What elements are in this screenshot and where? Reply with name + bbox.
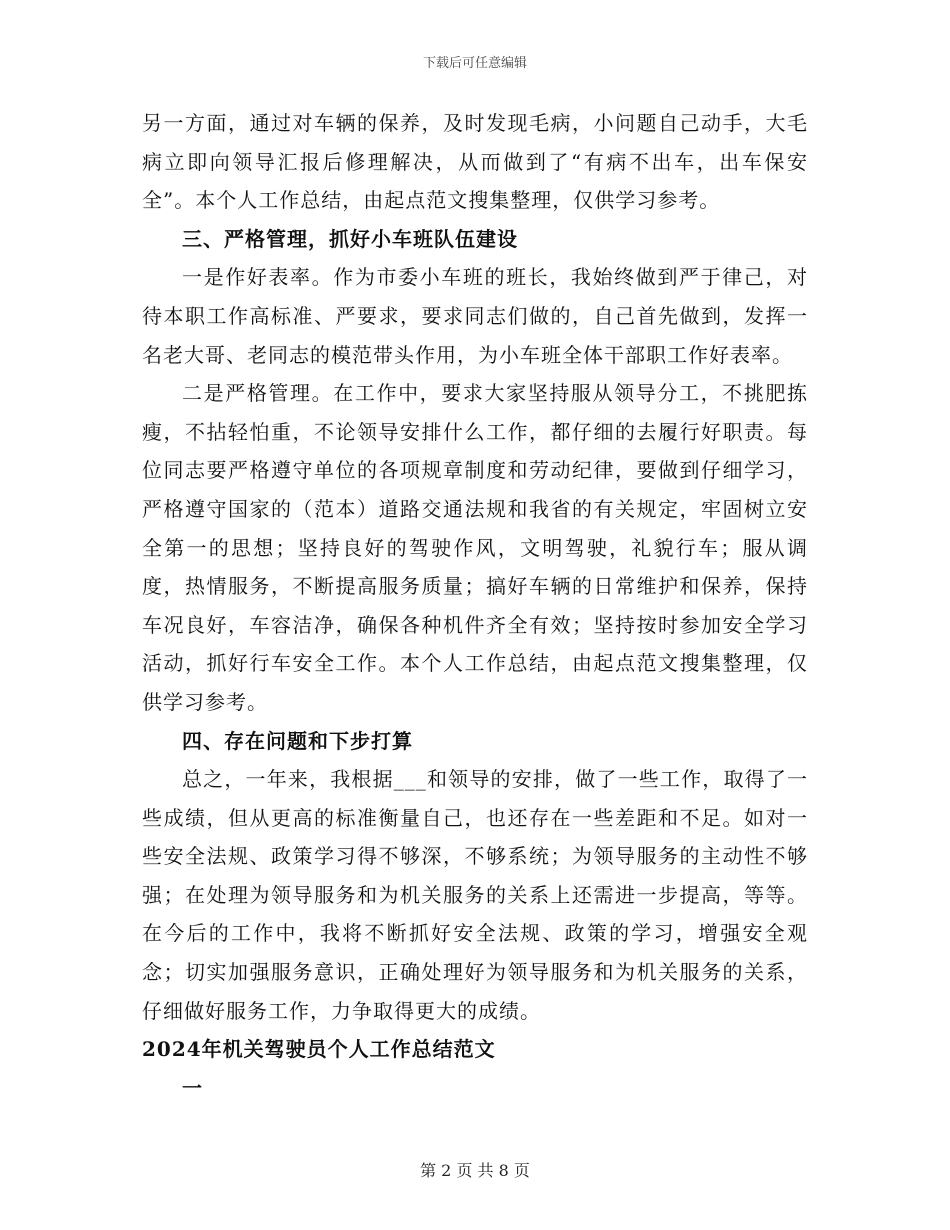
section-heading-management: 三、严格管理，抓好小车班队伍建设 [182, 226, 518, 251]
page-footer: 第 2 页 共 8 页 [420, 1161, 530, 1180]
document-title: 2024年机关驾驶员个人工作总结范文 [142, 1037, 496, 1062]
document-body [142, 104, 808, 1107]
paragraph-maintenance: 另一方面，通过对车辆的保养，及时发现毛病，小问题自己动手，大毛病立即向领导汇报后修理解决，从而做到了“有病不出车，出车保安全”。本个人工作总结，由起点范文搜集整理，仅供学习参考。 [142, 111, 808, 213]
section-heading-problems: 四、存在问题和下步打算 [182, 728, 413, 753]
page-header: 下载后可任意编辑 [422, 56, 527, 71]
paragraph-strict-management: 二是严格管理。在工作中，要求大家坚持服从领导分工，不挑肥拣瘦，不拈轻怕重，不论领导安排什么工作，都仔细的去履行好职责。每位同志要严格遵守单位的各项规章制度和劳动纪律，要做到仔细学习，严格遵守国家的（范本）道路交通法规和我省的有关规定，牢固树立安全第一的思想；坚持良好的驾驶作风，文明驾驶，礼貌行车；服从调度，热情服务，不断提高服务质量；搞好车辆的日常维护和保养，保持车况良好，车容洁净，确保各种机件齐全有效；坚持按时参加安全学习活动，抓好行车安全工作。本个人工作总结，由起点范文搜集整理，仅供学习参考。 [142, 381, 808, 714]
paragraph-example: 一是作好表率。作为市委小车班的班长，我始终做到严于律己，对待本职工作高标准、严要求，要求同志们做的，自己首先做到，发挥一名老大哥、老同志的模范带头作用，为小车班全体干部职工作好表率。 [142, 265, 808, 367]
paragraph-summary: 总之，一年来，我根据___和领导的安排，做了一些工作，取得了一些成绩，但从更高的标准衡量自己，也还存在一些差距和不足。如对一些安全法规、政策学习得不够深，不够系统；为领导服务的主动性不够强；在处理为领导服务和为机关服务的关系上还需进一步提高，等等。在今后的工作中，我将不断抓好安全法规、政策的学习，增强安全观念；切实加强服务意识，正确处理好为领导服务和为机关服务的关系，仔细做好服务工作，力争取得更大的成绩。 [142, 767, 808, 1023]
section-number-one: 一 [182, 1075, 203, 1100]
